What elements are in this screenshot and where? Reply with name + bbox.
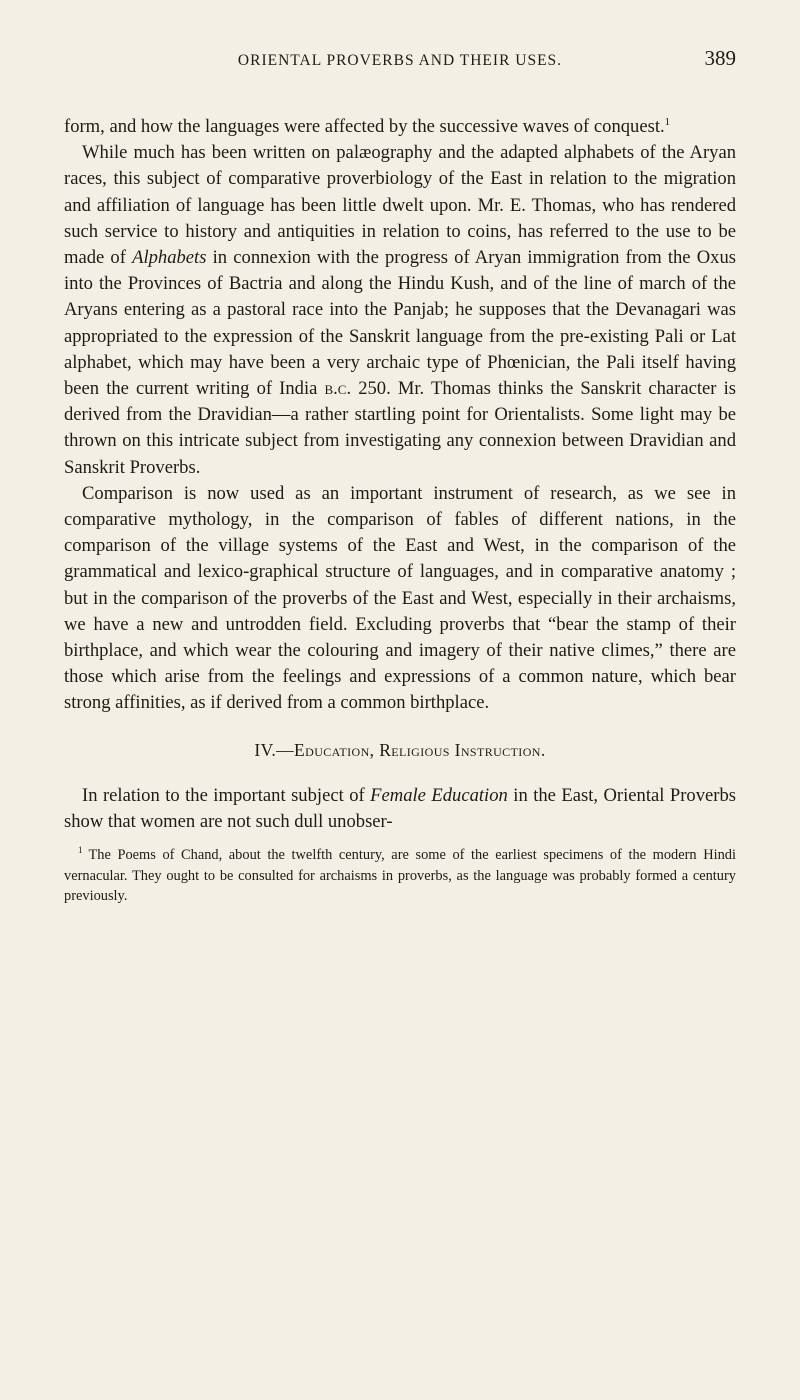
running-title: ORIENTAL PROVERBS AND THEIR USES. bbox=[237, 52, 563, 69]
female-education-italic: Female Education bbox=[370, 784, 508, 806]
running-head bbox=[64, 46, 736, 84]
footnote bbox=[64, 845, 736, 907]
section-numeral: IV.— bbox=[254, 739, 295, 760]
paragraph-4-text-a: In relation to the important subject of bbox=[82, 784, 371, 806]
paragraph-2-text-b: in connexion with the progress of Aryan immigration from the Oxus into the Provinces of Bactria and along the Hindu Kush, and of the line of march of the Aryans entering as a pastoral race into the Panjab; he supposes that the Devanagari was appropriated to the expression of the Sanskrit language from the pre-existing Pali or Lat alphabet, which may have been a very archaic type of Phœnician, the Pali itself having been the current writing of India bbox=[64, 247, 736, 400]
paragraph-2-text-a: While much has been written on palæography and the adapted alphabets of the Aryan races, this subject of comparative proverbiology of the East in relation to the migration and affiliation of language has been little dwelt upon. Mr. E. Thomas, who has rendered such service to history and antiquities in relation to coins, has referred to the use to be made of bbox=[64, 142, 736, 269]
paragraph-2-text-c: 250. Mr. Thomas thinks the Sanskrit character is derived from the Dravidian—a rather startling point for Orientalists. Some light may be thrown on this intricate subject from investigating any connexion between Dravidian and Sanskrit Proverbs. bbox=[64, 378, 736, 478]
section-heading bbox=[64, 737, 736, 763]
paragraph-2 bbox=[64, 140, 736, 481]
alphabets-italic: Alphabets bbox=[132, 247, 207, 269]
page-number: 389 bbox=[704, 46, 736, 70]
paragraph-1-text: form, and how the languages were affected by the successive waves of conquest. bbox=[64, 116, 665, 137]
paragraph-3-text: Comparison is now used as an important instrument of research, as we see in comparative mythology, in the comparison of fables of different nations, in the comparison of the village systems of the East and West, in the comparison of the grammatical and lexico-graphical structure of languages, and in comparative anatomy ; but in the comparison of the proverbs of the East and West, especially in their archaisms, we have a new and untrodden field. Excluding proverbs that “bear the stamp of their birthplace, and which wear the colouring and imagery of their native climes,” there are those which arise from the feelings and expressions of a common nature, which bear strong affinities, as if derived from a common birthplace. bbox=[64, 482, 736, 714]
footnote-mark: 1 bbox=[78, 845, 83, 856]
footnote-reference: 1 bbox=[664, 115, 671, 128]
main-text bbox=[64, 114, 736, 907]
paragraph-1 bbox=[64, 114, 736, 140]
section-title-education: Education bbox=[294, 739, 370, 760]
era-abbreviation: b.c. bbox=[324, 378, 352, 400]
footnote-text: The Poems of Chand, about the twelfth century, are some of the earliest specimens of the modern Hindi vernacular. They ought to be consulted for archaisms in proverbs, as the language was probably formed a century previously. bbox=[64, 847, 736, 905]
section-title-religious: Religious Instruction bbox=[379, 739, 541, 760]
paragraph-3 bbox=[64, 481, 736, 717]
section-title-end: . bbox=[540, 739, 546, 760]
paragraph-4 bbox=[64, 783, 736, 835]
paragraph-4-text-b: in the East, Oriental Proverbs show that women are not such dull unobser- bbox=[64, 784, 736, 833]
section-title-separator: , bbox=[369, 739, 380, 760]
